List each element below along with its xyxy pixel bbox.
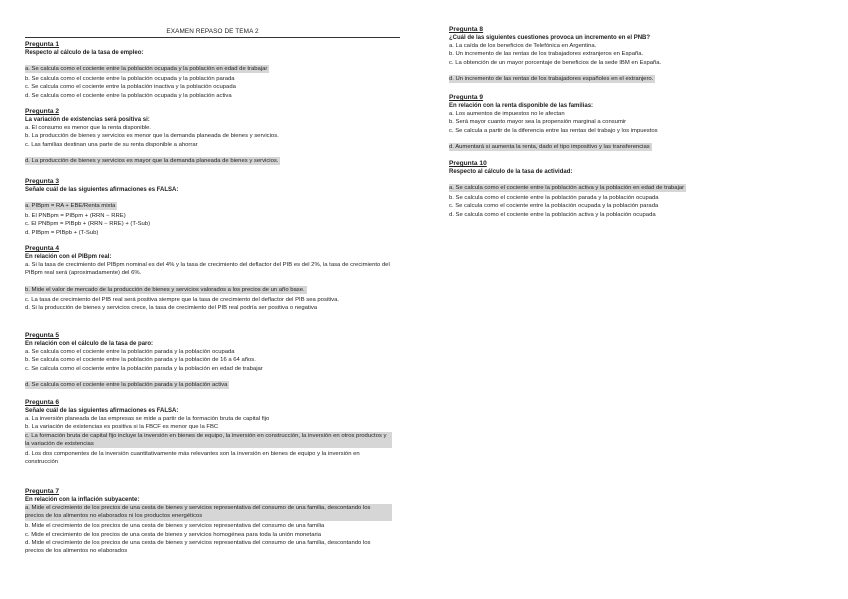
answer-option: d. Mide el crecimiento de los precios de una cesta de bienes y servicios representativa del consumo de una familia, descontando los precios de los alimentos no elaborados (25, 539, 371, 555)
answer-option: a. Se calcula como el cociente entre la población parada y la población ocupada (25, 349, 235, 355)
question-heading: Pregunta 1 (25, 41, 60, 48)
answer-option: b. Se calcula como el cociente entre la población parada y la población de 16 a 64 años. (25, 357, 256, 364)
answer-option: c. Mide el crecimiento de los precios de una cesta de bienes y servicios homogénea para toda la unión monetaria (25, 531, 322, 538)
question-heading: Pregunta 6 (25, 399, 60, 406)
question-block (449, 94, 658, 153)
title-divider (25, 37, 400, 38)
question-heading: Pregunta 3 (25, 178, 60, 185)
answer-option: d. Los dos componentes de la inversión cuantitativamente más relevantes son la inversión en bienes de equipo y la inversión en construcción (25, 450, 360, 466)
answer-option: b. La producción de bienes y servicios es menor que la demanda planeada de bienes y servicios. (25, 133, 279, 140)
answer-option: b. Se calcula como el cociente entre la población ocupada y la población parada (25, 76, 235, 82)
answer-option: a. Los aumentos de impuestos no le afectan (449, 111, 565, 117)
answer-option-highlighted: d. Un incremento de las rentas de los trabajadores españoles en el extranjero. (449, 75, 654, 82)
answer-option: c. La tasa de crecimiento del PIB real será positiva siempre que la tasa de crecimiento del deflactor del PIB sea positiva. (25, 296, 340, 303)
question-block (25, 178, 178, 237)
answer-option: a. Si la tasa de crecimiento del PIBpm nominal es del 4% y la tasa de crecimiento del deflactor del PIB es del 2%, la tasa de crecimiento del PIBpm real será (aproximadamente) del 6%. (25, 262, 390, 277)
answer-option: c. Se calcula a partir de la diferencia entre las rentas del trabajo y los impuestos (449, 127, 658, 134)
answer-option: b. Se calcula como el cociente entre la población parada y la población ocupada (449, 195, 659, 201)
question-heading: Pregunta 8 (449, 26, 484, 33)
question-stem: Señale cuál de las siguientes afirmaciones es FALSA: (25, 187, 179, 193)
answer-option: c. La obtención de un mayor porcentaje de beneficios de la sede IBM en España. (449, 59, 662, 66)
question-block (25, 399, 392, 466)
answer-option: a. El consumo es menor que la renta disponible. (25, 125, 152, 131)
answer-option: b. Un incremento de las rentas de los trabajadores extranjeros en España. (449, 51, 644, 58)
answer-option-highlighted: d. Aumentará si aumenta la renta, dado el tipo impositivo y las transferencias (449, 143, 650, 150)
answer-option-highlighted: c. La formación bruta de capital fijo incluye la inversión en bienes de equipo, la inversión en construcción, la inversión en otros productos y la variación de existencias (25, 432, 392, 449)
question-stem: Respecto al cálculo de la tasa de actividad: (449, 169, 573, 175)
answer-option: b. El PNBpm = PIBpm + (RRN − RRE) (25, 213, 126, 219)
answer-option: a. La caída de los beneficios de Telefónica en Argentina. (449, 43, 597, 49)
question-heading: Pregunta 4 (25, 245, 60, 252)
answer-option-highlighted: a. Se calcula como el cociente entre la población activa y la población en edad de trabajar (449, 185, 685, 191)
question-block (25, 41, 269, 100)
answer-option: c. Se calcula como el cociente entre la población parada y la población en edad de trabajar (25, 365, 263, 372)
question-block (25, 245, 390, 312)
question-stem: Señale cuál de las siguientes afirmaciones es FALSA: (25, 408, 179, 414)
question-block (25, 108, 280, 167)
answer-option: d. Se calcula como el cociente entre la población activa y la población ocupada (449, 211, 656, 218)
question-stem: Respecto al cálculo de la tasa de empleo: (25, 50, 144, 56)
answer-option: c. El PNBpm = PIBpb + (RRN − RRE) + (T-Sub) (25, 221, 151, 228)
answer-option-highlighted: a. Mide el crecimiento de los precios de una cesta de bienes y servicios representativa del consumo de una familia, descontando los precios de los alimentos no elaborados ni los productos energéticos (25, 504, 392, 521)
question-block (25, 488, 392, 555)
answer-option: d. Se calcula como el cociente entre la población ocupada y la población activa (25, 92, 232, 99)
document-title: EXAMEN REPASO DE TEMA 2 (166, 28, 259, 35)
question-block (449, 26, 661, 85)
question-heading: Pregunta 2 (25, 108, 60, 115)
answer-option: a. La inversión planeada de las empresas se mide a partir de la formación bruta de capital fijo (25, 416, 270, 422)
question-block (25, 332, 263, 391)
question-heading: Pregunta 10 (449, 160, 487, 167)
answer-option: c. Se calcula como el cociente entre la población inactiva y la población ocupada (25, 84, 236, 91)
question-stem: En relación con la renta disponible de las familias: (449, 103, 594, 109)
question-stem: En relación con la inflación subyacente: (25, 497, 140, 503)
answer-option: c. Se calcula como el cociente entre la población ocupada y la población parada (449, 203, 659, 210)
answer-option-highlighted: a. Se calcula como el cociente entre la población ocupada y la población en edad de trabajar (25, 66, 268, 72)
answer-option: c. Las familias destinan una parte de su renta disponible a ahorrar (25, 141, 198, 148)
answer-option-highlighted: a. PIBpm = RA + EBE/Renta mixta (25, 203, 116, 209)
question-block (449, 160, 686, 219)
question-stem: En relación con el PIBpm real: (25, 254, 112, 260)
answer-option: b. Será mayor cuanto mayor sea la propensión marginal a consumir (449, 119, 627, 126)
question-stem: La variación de existencias será positiva si: (25, 117, 150, 123)
question-stem: En relación con el cálculo de la tasa de paro: (25, 341, 154, 347)
question-stem: ¿Cuál de las siguientes cuestiones provoca un incremento en el PNB? (449, 35, 651, 41)
answer-option-highlighted: d. Se calcula como el cociente entre la población parada y la población activa (25, 381, 228, 388)
answer-option: b. La variación de existencias es positiva si la FBCF es menor que la FBC (25, 424, 219, 431)
answer-option-highlighted: d. La producción de bienes y servicios es mayor que la demanda planeada de bienes y servicios. (25, 157, 279, 164)
question-heading: Pregunta 5 (25, 332, 60, 339)
question-heading: Pregunta 7 (25, 488, 60, 495)
answer-option-highlighted: b. Mide el valor de mercado de la producción de bienes y servicios valorados a los precios de un año base. (25, 286, 305, 293)
answer-option: b. Mide el crecimiento de los precios de una cesta de bienes y servicios representativa del consumo de una familia (25, 523, 325, 530)
answer-option: d. Si la producción de bienes y servicios crece, la tasa de crecimiento del PIB real podría ser positiva o negativa (25, 304, 318, 311)
question-heading: Pregunta 9 (449, 94, 484, 101)
answer-option: d. PIBpm = PIBpb + (T-Sub) (25, 229, 99, 236)
